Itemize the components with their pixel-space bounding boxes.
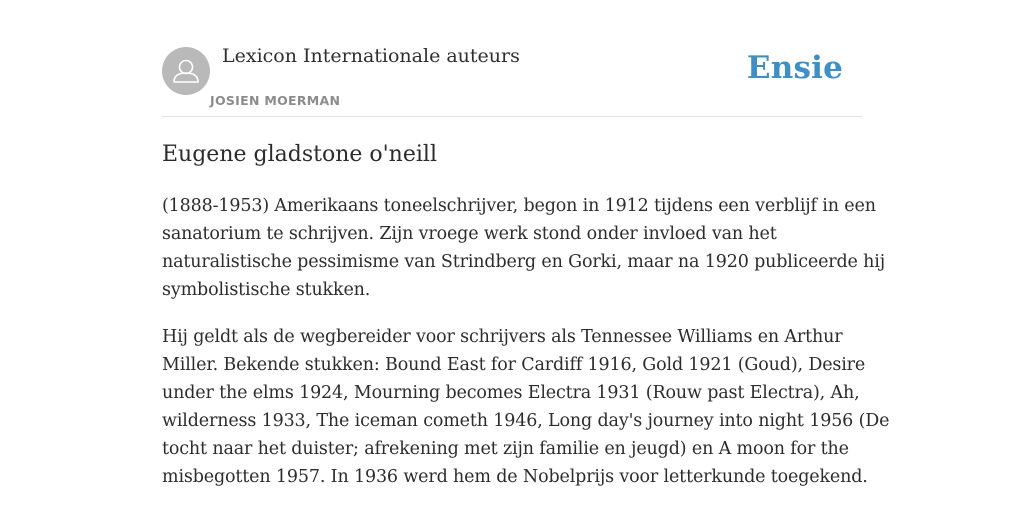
paragraph-line: (1888-1953) Amerikaans toneelschrijver, begon in 1912 tijdens een verblijf in een xyxy=(162,196,876,216)
paragraph-line: naturalistische pessimisme van Strindberg en Gorki, maar na 1920 publiceerde hij xyxy=(162,252,886,272)
paragraph-line: Hij geldt als de wegbereider voor schrijvers als Tennessee Williams en Arthur xyxy=(162,327,843,347)
user-icon xyxy=(162,47,210,95)
article-title: Eugene gladstone o'neill xyxy=(162,142,437,167)
paragraph-line: misbegotten 1957. In 1936 werd hem de Nobelprijs voor letterkunde toegekend. xyxy=(162,467,868,487)
paragraph-line: tocht naar het duister; afrekening met zijn familie en jeugd) en A moon for the xyxy=(162,439,849,459)
avatar[interactable] xyxy=(162,47,210,95)
paragraph-1 xyxy=(162,192,886,304)
article-body xyxy=(162,138,890,491)
paragraph-line: Miller. Bekende stukken: Bound East for Cardiff 1916, Gold 1921 (Goud), Desire xyxy=(162,355,866,375)
author-name[interactable]: JOSIEN MOERMAN xyxy=(210,93,341,108)
paragraph-line: wilderness 1933, The iceman cometh 1946, Long day's journey into night 1956 (De xyxy=(162,411,890,431)
paragraph-line: symbolistische stukken. xyxy=(162,280,371,300)
brand-logo[interactable]: Ensie xyxy=(746,50,843,86)
article-header xyxy=(162,42,862,117)
paragraph-line: under the elms 1924, Mourning becomes Electra 1931 (Rouw past Electra), Ah, xyxy=(162,383,860,403)
paragraph-2 xyxy=(162,323,890,491)
collection-title-link[interactable]: Lexicon Internationale auteurs xyxy=(222,45,520,67)
paragraph-line: sanatorium te schrijven. Zijn vroege werk stond onder invloed van het xyxy=(162,224,777,244)
